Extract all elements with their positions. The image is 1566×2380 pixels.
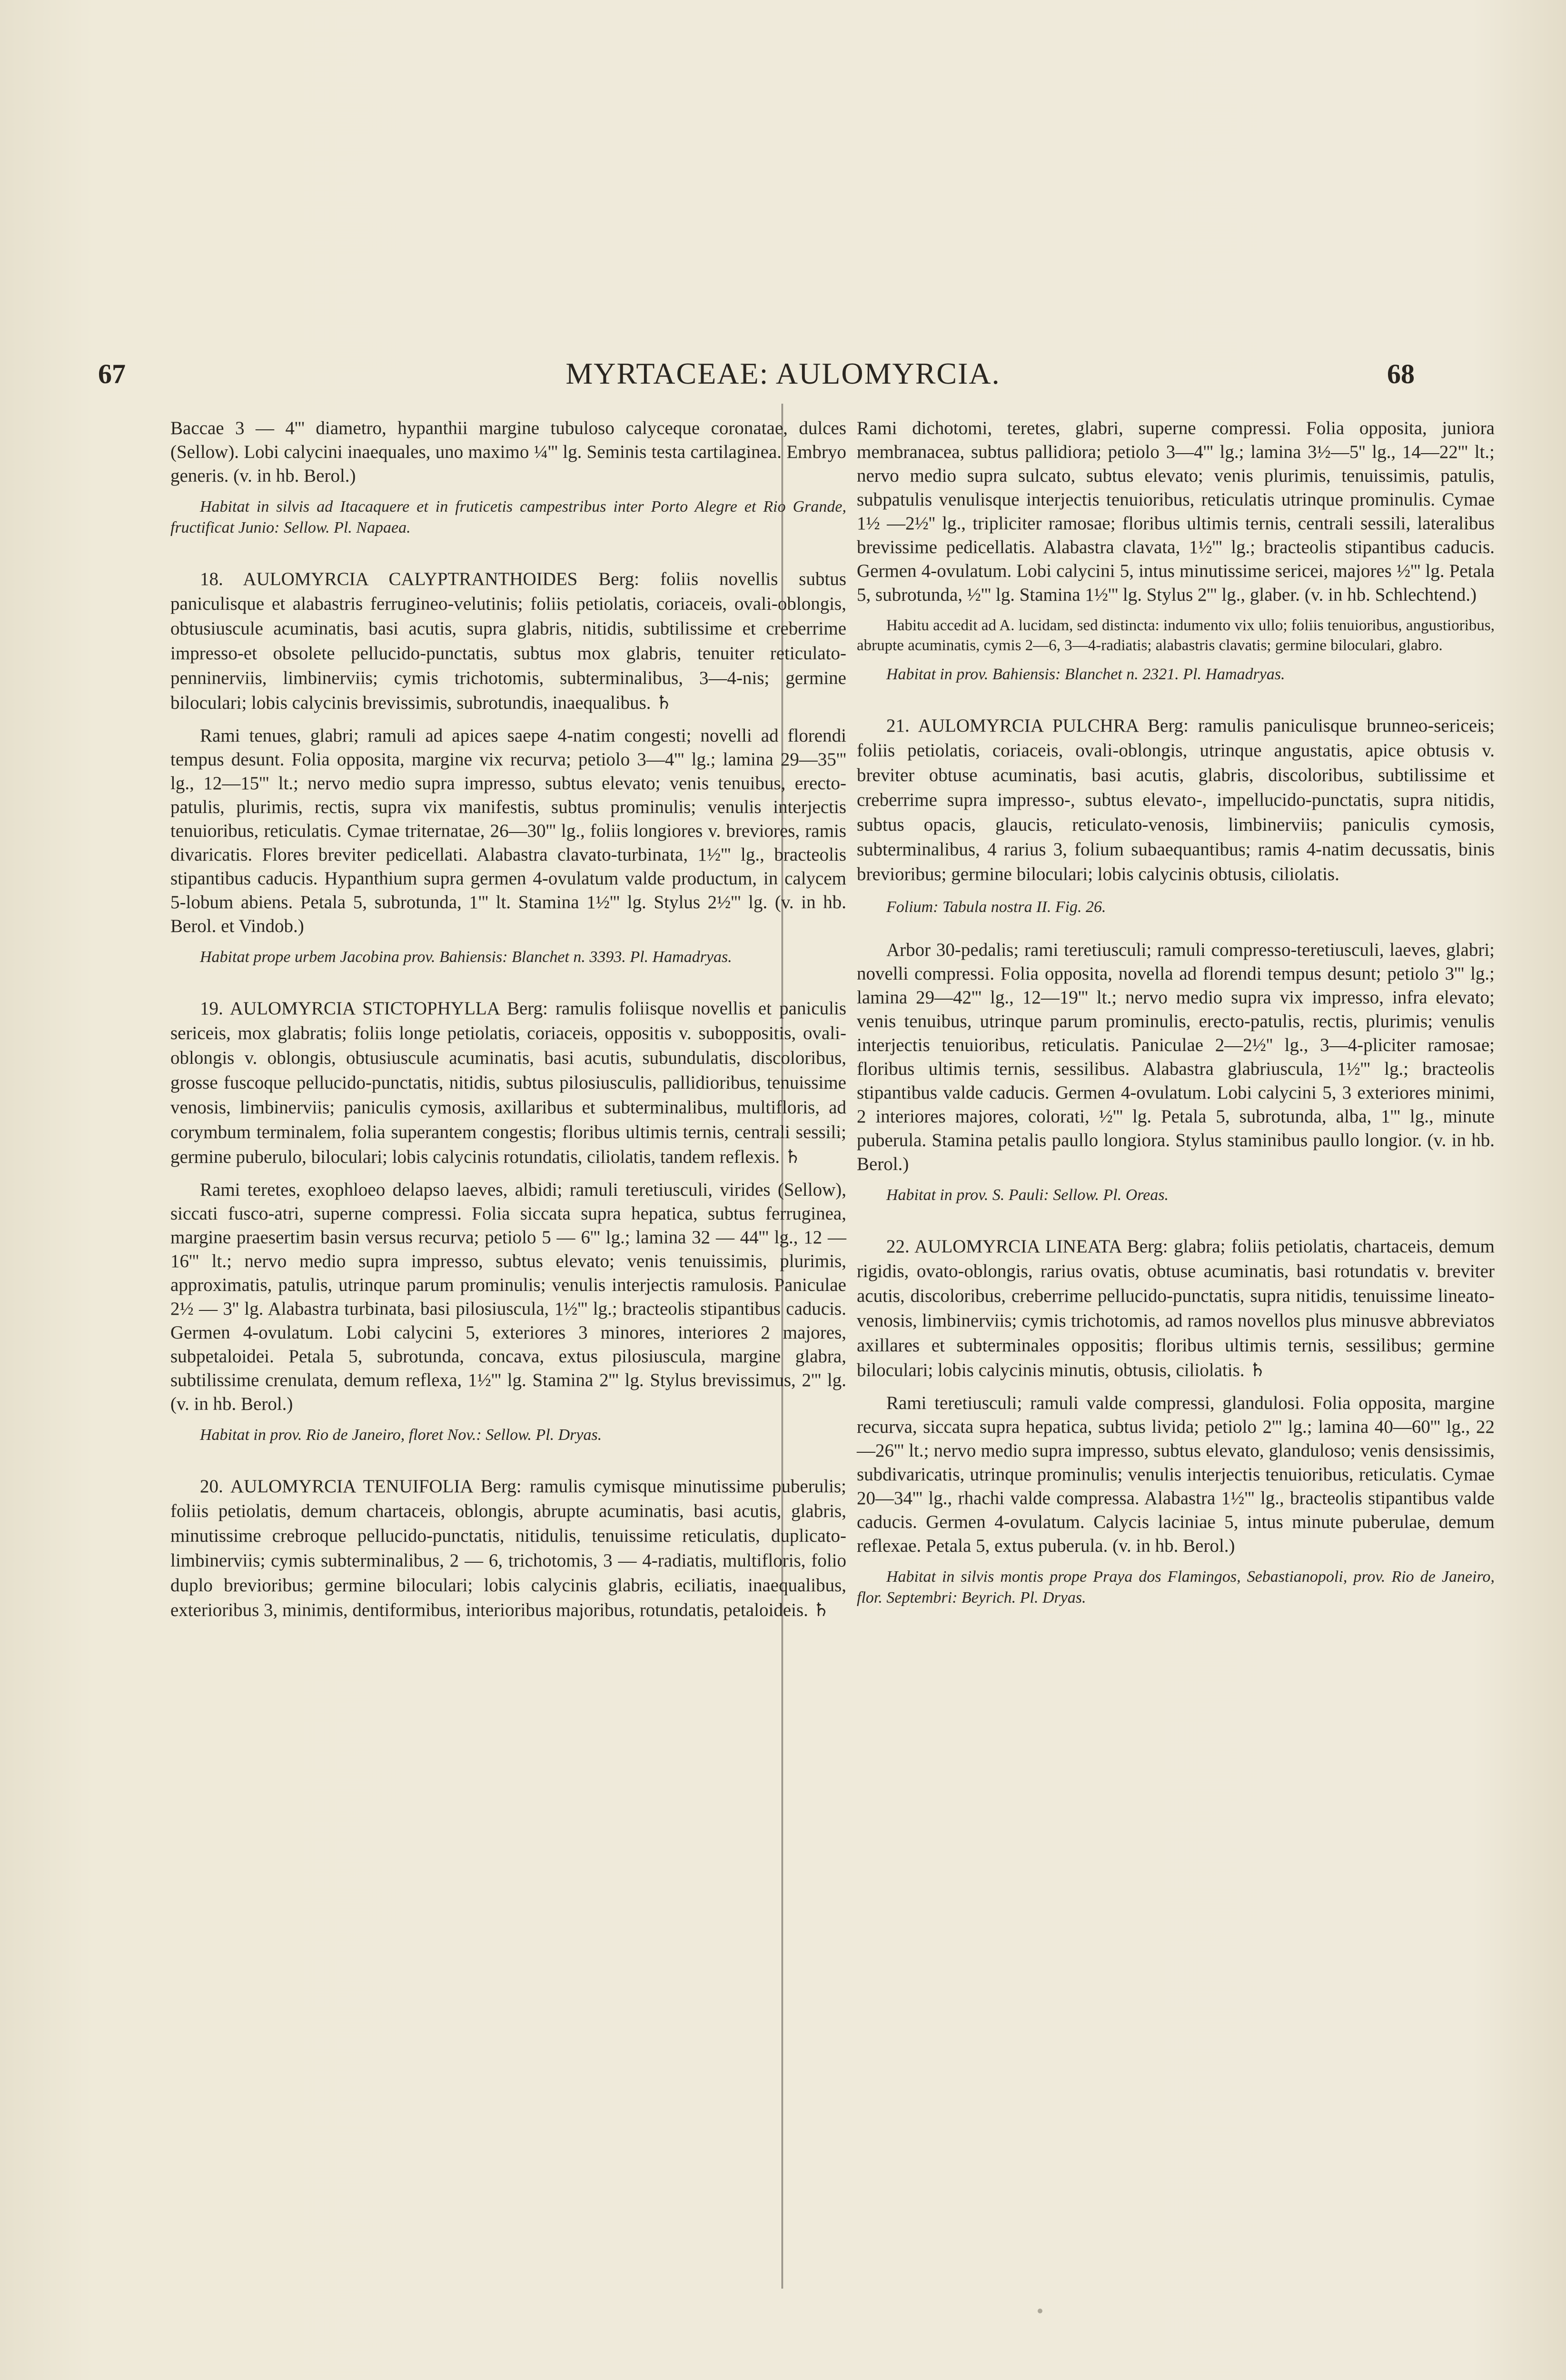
species-21-diagnosis: 21. AULOMYRCIA PULCHRA Berg: ramulis paniculisque brunneo-sericeis; foliis petiolatis, coriaceis, ovali-oblongis, utrinque angustatis, apice obtusis v. breviter obtuse acuminatis, basi acutis, glabris, discoloribus, subtilissime et creberrime supra impresso-, subtus elevato-, impellucido-punctatis, supra nitidis, subtus opacis, glaucis, reticulato-venosis, limbinerviis; paniculis cymosis, subterminalibus, 4 rarius 3, folium subaequantibus; ramis 4-natim decussatis, binis brevioribus; germine biloculari; lobis calycinis obtusis, ciliolatis. [857, 715, 1495, 884]
running-header: MYRTACEAE: AULOMYRCIA. [565, 357, 1001, 390]
species-19-diagnosis: 19. AULOMYRCIA STICTOPHYLLA Berg: ramulis foliisque novellis et paniculis sericeis, mox glabratis; foliis longe petiolatis, coriaceis, oppositis v. subоppositis, ovali-oblongis v. oblongis, obtusiuscule acuminatis, basi acutis, subundulatis, discoloribus, grosse fuscoque pellucido-punctatis, nitidis, subtus pilosiusculis, pallidioribus, tenuissime venosis, limbinerviis; paniculis cymosis, axillaribus et subterminalibus, multifloris, ad corymbum terminalem, folia superantem congestis; floribus ultimis ternis, centrali sessili; germine puberulo, biloculari; lobis calycinis rotundatis, ciliolatis, tandem reflexis. ♄ [170, 998, 846, 1167]
species-22-diagnosis: 22. AULOMYRCIA LINEATA Berg: glabra; foliis petiolatis, chartaceis, demum rigidis, ovato-oblongis, rarius ovatis, obtuse acuminatis, basi rotundatis v. breviter acutis, discoloribus, creberrime pellucido-punctatis, supra nitidis, tenuissime lineato-venosis, limbinerviis; cymis trichotomis, ad ramos novellos plus minusve abbreviatos axillares et subterminales oppositis; floribus ultimis ternis, sessilibus; germine biloculari; lobis calycinis minutis, obtusis, ciliolatis. ♄ [857, 1236, 1495, 1380]
species-18-diagnosis: 18. AULOMYRCIA CALYPTRANTHOIDES Berg: foliis novellis subtus paniculisque et alabastris ferrugineo-velutinis; foliis petiolatis, coriaceis, ovali-oblongis, obtusiuscule acuminatis, basi acutis, supra glabris, nitidis, subtilissime et creberrime impresso-et obsolete pellucido-punctatis, subtus mox glabris, tenuiter reticulato-penninerviis, limbinerviis; cymis trichotomis, subterminalibus, 3—4-nis; germine biloculari; lobis calycinis brevissimis, subrotundis, inaequalibus. ♄ [170, 569, 846, 713]
species-20-description: Rami dichotomi, teretes, glabri, superne compressi. Folia opposita, juniora membranacea, subtus pallidiora; petiolo 3—4''' lg.; lamina 3½—5'' lg., 14—22''' lt.; nervo medio supra sulcato, subtus elevato; venis plurimis, tenuissimis, patulis, subpatulis venulisque interjectis tenuioribus, reticulatis utrinque prominulis. Cymae 1½ —2½'' lg., tripliciter ramosae; floribus ultimis ternis, centrali sessili, lateralibus brevissime pedicellatis. Alabastra clavata, 1½''' lg.; bracteolis stipantibus caducis. Germen 4-ovulatum. Lobi calycini 5, intus minutissime sericei, majores ½''' lg. Petala 5, subrotunda, ½''' lg. Stamina 1½''' lg. Stylus 2''' lg., glaber. (v. in hb. Schlechtend.) [857, 418, 1495, 605]
page-number-left: 67 [98, 358, 126, 389]
species-18-habitat: Habitat prope urbem Jacobina prov. Bahiensis: Blanchet n. 3393. Pl. Hamadryas. [200, 948, 732, 966]
right-column [857, 416, 1495, 1637]
page-number-right: 68 [1387, 358, 1415, 389]
species-20-note: Habitu accedit ad A. lucidam, sed distincta: indumento vix ullo; foliis tenuioribus, angustioribus, abrupte acuminatis, cymis 2—6, 3—4-radiatis; alabastris clavatis; germine biloculari, glabro. [857, 617, 1495, 654]
species-22-description: Rami teretiusculi; ramuli valde compressi, glandulosi. Folia opposita, margine recurva, siccata supra hepatica, subtus livida; petiolo 2''' lg.; lamina 40—60''' lg., 22—26''' lt.; nervo medio supra impresso, subtus elevato, glanduloso; venis densissimis, subdivaricatis, utrinque prominulis; venulis interjectis tenuioribus, reticulatis. Cymae 20—34''' lg., rhachi valde compressa. Alabastra 1½''' lg., bracteolis stipantibus valde caducis. Germen 4-ovulatum. Calycis laciniae 5, intus minute puberulae, demum reflexae. Petala 5, extus puberula. (v. in hb. Berol.) [857, 1393, 1495, 1556]
habitat-note: Habitat in silvis ad Itacaquere et in fruticetis campestribus inter Porto Alegre et Rio Grande, fructificat Junio: Sellow. Pl. Napaea. [170, 498, 846, 536]
berries-description: Baccae 3 — 4''' diametro, hypanthii margine tubuloso calyceque coronatae, dulces (Sellow). Lobi calycini inaequales, uno maximo ¼''' lg. Seminis testa cartilaginea. Embryo generis. (v. in hb. Berol.) [170, 418, 846, 486]
species-21-figure-ref: Folium: Tabula nostra II. Fig. 26. [886, 898, 1106, 916]
left-column [170, 416, 846, 1631]
species-20-habitat: Habitat in prov. Bahiensis: Blanchet n. 2321. Pl. Hamadryas. [886, 665, 1285, 683]
species-22-habitat: Habitat in silvis montis prope Praya dos Flamingos, Sebastianopoli, prov. Rio de Janeiro, flor. Septembri: Beyrich. Pl. Dryas. [857, 1568, 1495, 1606]
species-20-diagnosis: 20. AULOMYRCIA TENUIFOLIA Berg: ramulis cymisque minutissime puberulis; foliis petiolatis, demum chartaceis, oblongis, abrupte acuminatis, basi acutis, glabris, minutissime crebroque pellucido-punctatis, nitidulis, tenuissime reticulatis, duplicato-limbinerviis; cymis subterminalibus, 2 — 6, trichotomis, 3 — 4-radiatis, multifloris, folio duplo brevioribus; germine biloculari; lobis calycinis glabris, eciliatis, inaequalibus, exterioribus 3, minimis, dentiformibus, interioribus majoribus, rotundatis, petaloideis. ♄ [170, 1476, 846, 1620]
paper-speck [1038, 2309, 1042, 2313]
species-21-habitat: Habitat in prov. S. Pauli: Sellow. Pl. Oreas. [886, 1186, 1169, 1204]
species-21-description: Arbor 30-pedalis; rami teretiusculi; ramuli compresso-teretiusculi, laeves, glabri; novelli compressi. Folia opposita, novella ad florendi tempus desunt; petiolo 3''' lg.; lamina 29—42''' lg., 12—19''' lt.; nervo medio supra vix impresso, infra elevato; venis tenuibus, utrinque parum prominulis, erecto-patulis, rectis, plurimis; venulis interjectis tenuioribus, reticulatis. Paniculae 2—2½'' lg., 3—4-pliciter ramosae; floribus ultimis ternis, sessilibus. Alabastra glabriuscula, 1½''' lg.; bracteolis stipantibus valde caducis. Germen 4-ovulatum. Lobi calycini 5, 3 exteriores minimi, 2 interiores majores, colorati, ½''' lg. Petala 5, subrotunda, alba, 1''' lg., minute puberula. Stamina petalis paullo longiora. Stylus staminibus paullo longior. (v. in hb. Berol.) [857, 940, 1495, 1174]
species-19-description: Rami teretes, exophloeo delapso laeves, albidi; ramuli teretiusculi, virides (Sellow), siccati fusco-atri, superne compressi. Folia siccata supra hepatica, subtus ferruginea, margine praesertim basin versus recurva; petiolo 5 — 6''' lg.; lamina 32 — 44''' lg., 12 — 16''' lt.; nervo medio supra impresso, subtus elevato; venis tenuissimis, plurimis, approximatis, patulis, utrinque parum prominulis; venulis interjectis ramulosis. Paniculae 2½ — 3'' lg. Alabastra turbinata, basi pilosiuscula, 1½''' lg.; bracteolis stipantibus caducis. Germen 4-ovulatum. Lobi calycini 5, exteriores 3 minores, interiores 2 majores, subpetaloidei. Petala 5, subrotunda, concava, extus pilosiuscula, margine glabra, subtilissime crenulata, demum reflexa, 1½''' lg. Stamina 2''' lg. Stylus brevissimus, 2''' lg. (v. in hb. Berol.) [170, 1180, 846, 1414]
species-19-habitat: Habitat in prov. Rio de Janeiro, floret Nov.: Sellow. Pl. Dryas. [200, 1426, 602, 1444]
species-18-description: Rami tenues, glabri; ramuli ad apices saepe 4-natim congesti; novelli ad florendi tempus desunt. Folia opposita, margine vix recurva; petiolo 3—4''' lg.; lamina 29—35''' lg., 12—15''' lt.; nervo medio supra impresso, subtus elevato; venis tenuibus, erecto-patulis, plurimis, rectis, supra vix manifestis, subtus prominulis; venulis interjectis tenuioribus, reticulatis. Cymae triternatae, 26—30''' lg., foliis longiores v. breviores, ramis divaricatis. Flores breviter pedicellati. Alabastra clavato-turbinata, 1½''' lg., bracteolis stipantibus caducis. Hypanthium supra germen 4-ovulatum valde productum, in calycem 5-lobum abiens. Petala 5, subrotunda, 1''' lt. Stamina 1½''' lg. Stylus 2½''' lg. (v. in hb. Berol. et Vindob.) [170, 725, 846, 936]
